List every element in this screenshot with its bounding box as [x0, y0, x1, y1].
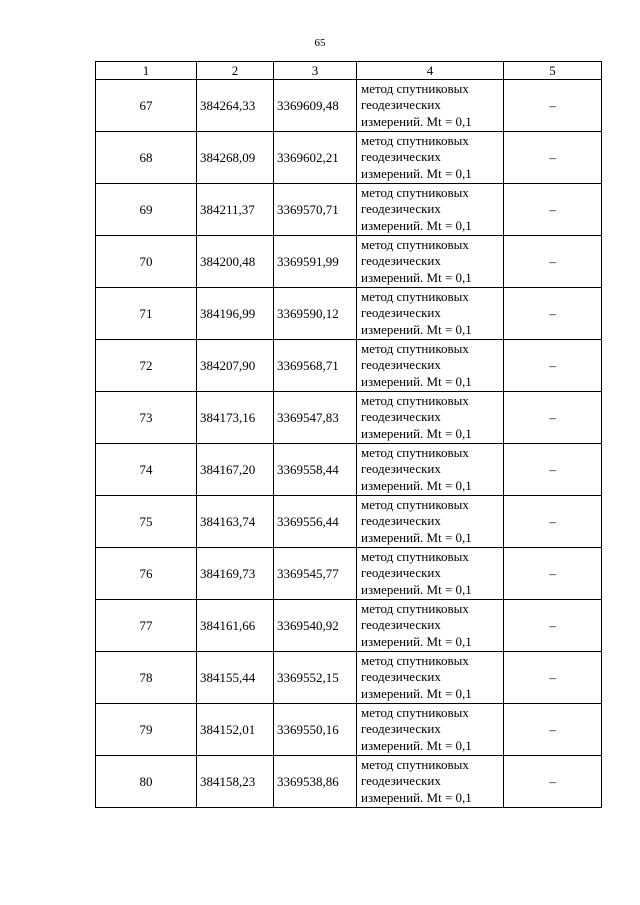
point-number-cell: 70 [96, 236, 197, 288]
point-number-cell: 72 [96, 340, 197, 392]
point-number-cell: 68 [96, 132, 197, 184]
method-text-line: метод спутниковых [361, 288, 469, 304]
method-text-line: измерений. Mt = 0,1 [361, 685, 472, 701]
note-cell: – [504, 496, 602, 548]
x-coordinate-cell: 384158,23 [197, 756, 274, 808]
point-number-cell: 78 [96, 652, 197, 704]
point-number-cell: 76 [96, 548, 197, 600]
method-text-line: геодезических [361, 669, 441, 685]
method-text-line: метод спутниковых [361, 132, 469, 148]
table-row [96, 392, 602, 444]
method-text-line: метод спутниковых [361, 80, 469, 96]
method-text-line: геодезических [361, 409, 441, 425]
method-text-line: геодезических [361, 565, 441, 581]
table-row [96, 496, 602, 548]
method-text-line: измерений. Mt = 0,1 [361, 633, 472, 649]
method-text-line: геодезических [361, 97, 441, 113]
table-row [96, 184, 602, 236]
column-header: 5 [504, 62, 602, 80]
method-text-line: измерений. Mt = 0,1 [361, 165, 472, 181]
y-coordinate-cell: 3369591,99 [274, 236, 357, 288]
method-text-line: метод спутниковых [361, 704, 469, 720]
note-cell: – [504, 756, 602, 808]
point-number-cell: 73 [96, 392, 197, 444]
method-cell [357, 132, 504, 184]
table-row [96, 236, 602, 288]
column-header: 3 [274, 62, 357, 80]
note-cell: – [504, 340, 602, 392]
table-row [96, 340, 602, 392]
note-cell: – [504, 80, 602, 132]
method-text-line: измерений. Mt = 0,1 [361, 581, 472, 597]
table-body [96, 80, 602, 808]
x-coordinate-cell: 384173,16 [197, 392, 274, 444]
method-text-line: геодезических [361, 617, 441, 633]
x-coordinate-cell: 384268,09 [197, 132, 274, 184]
note-cell: – [504, 288, 602, 340]
table-row [96, 444, 602, 496]
table-header-row [96, 62, 602, 80]
note-cell: – [504, 704, 602, 756]
method-text-line: геодезических [361, 253, 441, 269]
column-header: 1 [96, 62, 197, 80]
table-row [96, 652, 602, 704]
x-coordinate-cell: 384155,44 [197, 652, 274, 704]
x-coordinate-cell: 384211,37 [197, 184, 274, 236]
method-text-line: метод спутниковых [361, 184, 469, 200]
method-text-line: метод спутниковых [361, 652, 469, 668]
method-text-line: метод спутниковых [361, 444, 469, 460]
method-cell [357, 184, 504, 236]
method-cell [357, 496, 504, 548]
y-coordinate-cell: 3369568,71 [274, 340, 357, 392]
method-text-line: геодезических [361, 357, 441, 373]
method-text-line: измерений. Mt = 0,1 [361, 477, 472, 493]
note-cell: – [504, 548, 602, 600]
y-coordinate-cell: 3369550,16 [274, 704, 357, 756]
method-text-line: геодезических [361, 305, 441, 321]
y-coordinate-cell: 3369552,15 [274, 652, 357, 704]
point-number-cell: 77 [96, 600, 197, 652]
method-text-line: метод спутниковых [361, 392, 469, 408]
method-cell [357, 236, 504, 288]
method-text-line: измерений. Mt = 0,1 [361, 789, 472, 805]
x-coordinate-cell: 384200,48 [197, 236, 274, 288]
y-coordinate-cell: 3369602,21 [274, 132, 357, 184]
method-text-line: геодезических [361, 773, 441, 789]
note-cell: – [504, 236, 602, 288]
method-text-line: геодезических [361, 721, 441, 737]
table-row [96, 704, 602, 756]
y-coordinate-cell: 3369547,83 [274, 392, 357, 444]
method-text-line: измерений. Mt = 0,1 [361, 373, 472, 389]
method-cell [357, 548, 504, 600]
method-cell [357, 600, 504, 652]
method-text-line: геодезических [361, 461, 441, 477]
x-coordinate-cell: 384264,33 [197, 80, 274, 132]
x-coordinate-cell: 384207,90 [197, 340, 274, 392]
note-cell: – [504, 444, 602, 496]
method-text-line: измерений. Mt = 0,1 [361, 217, 472, 233]
table-row [96, 600, 602, 652]
x-coordinate-cell: 384161,66 [197, 600, 274, 652]
y-coordinate-cell: 3369540,92 [274, 600, 357, 652]
method-text-line: метод спутниковых [361, 236, 469, 252]
page-number: 65 [314, 37, 326, 49]
note-cell: – [504, 184, 602, 236]
x-coordinate-cell: 384169,73 [197, 548, 274, 600]
point-number-cell: 80 [96, 756, 197, 808]
x-coordinate-cell: 384152,01 [197, 704, 274, 756]
y-coordinate-cell: 3369590,12 [274, 288, 357, 340]
point-number-cell: 74 [96, 444, 197, 496]
point-number-cell: 71 [96, 288, 197, 340]
x-coordinate-cell: 384163,74 [197, 496, 274, 548]
note-cell: – [504, 132, 602, 184]
coordinates-table [95, 61, 602, 808]
point-number-cell: 67 [96, 80, 197, 132]
method-cell [357, 80, 504, 132]
column-header: 4 [357, 62, 504, 80]
method-text-line: измерений. Mt = 0,1 [361, 529, 472, 545]
note-cell: – [504, 652, 602, 704]
method-text-line: измерений. Mt = 0,1 [361, 113, 472, 129]
point-number-cell: 75 [96, 496, 197, 548]
point-number-cell: 69 [96, 184, 197, 236]
method-cell [357, 444, 504, 496]
table-row [96, 756, 602, 808]
table-row [96, 288, 602, 340]
method-text-line: измерений. Mt = 0,1 [361, 737, 472, 753]
y-coordinate-cell: 3369545,77 [274, 548, 357, 600]
y-coordinate-cell: 3369556,44 [274, 496, 357, 548]
x-coordinate-cell: 384167,20 [197, 444, 274, 496]
method-cell [357, 392, 504, 444]
note-cell: – [504, 600, 602, 652]
x-coordinate-cell: 384196,99 [197, 288, 274, 340]
method-text-line: геодезических [361, 149, 441, 165]
table-row [96, 80, 602, 132]
method-cell [357, 652, 504, 704]
point-number-cell: 79 [96, 704, 197, 756]
method-text-line: метод спутниковых [361, 496, 469, 512]
method-text-line: метод спутниковых [361, 600, 469, 616]
y-coordinate-cell: 3369609,48 [274, 80, 357, 132]
method-text-line: метод спутниковых [361, 340, 469, 356]
method-text-line: метод спутниковых [361, 548, 469, 564]
method-cell [357, 756, 504, 808]
table-row [96, 132, 602, 184]
method-text-line: геодезических [361, 513, 441, 529]
y-coordinate-cell: 3369538,86 [274, 756, 357, 808]
method-text-line: геодезических [361, 201, 441, 217]
method-cell [357, 288, 504, 340]
y-coordinate-cell: 3369558,44 [274, 444, 357, 496]
method-cell [357, 340, 504, 392]
method-text-line: измерений. Mt = 0,1 [361, 269, 472, 285]
method-text-line: измерений. Mt = 0,1 [361, 425, 472, 441]
method-text-line: метод спутниковых [361, 756, 469, 772]
note-cell: – [504, 392, 602, 444]
column-header: 2 [197, 62, 274, 80]
table-row [96, 548, 602, 600]
y-coordinate-cell: 3369570,71 [274, 184, 357, 236]
method-cell [357, 704, 504, 756]
method-text-line: измерений. Mt = 0,1 [361, 321, 472, 337]
